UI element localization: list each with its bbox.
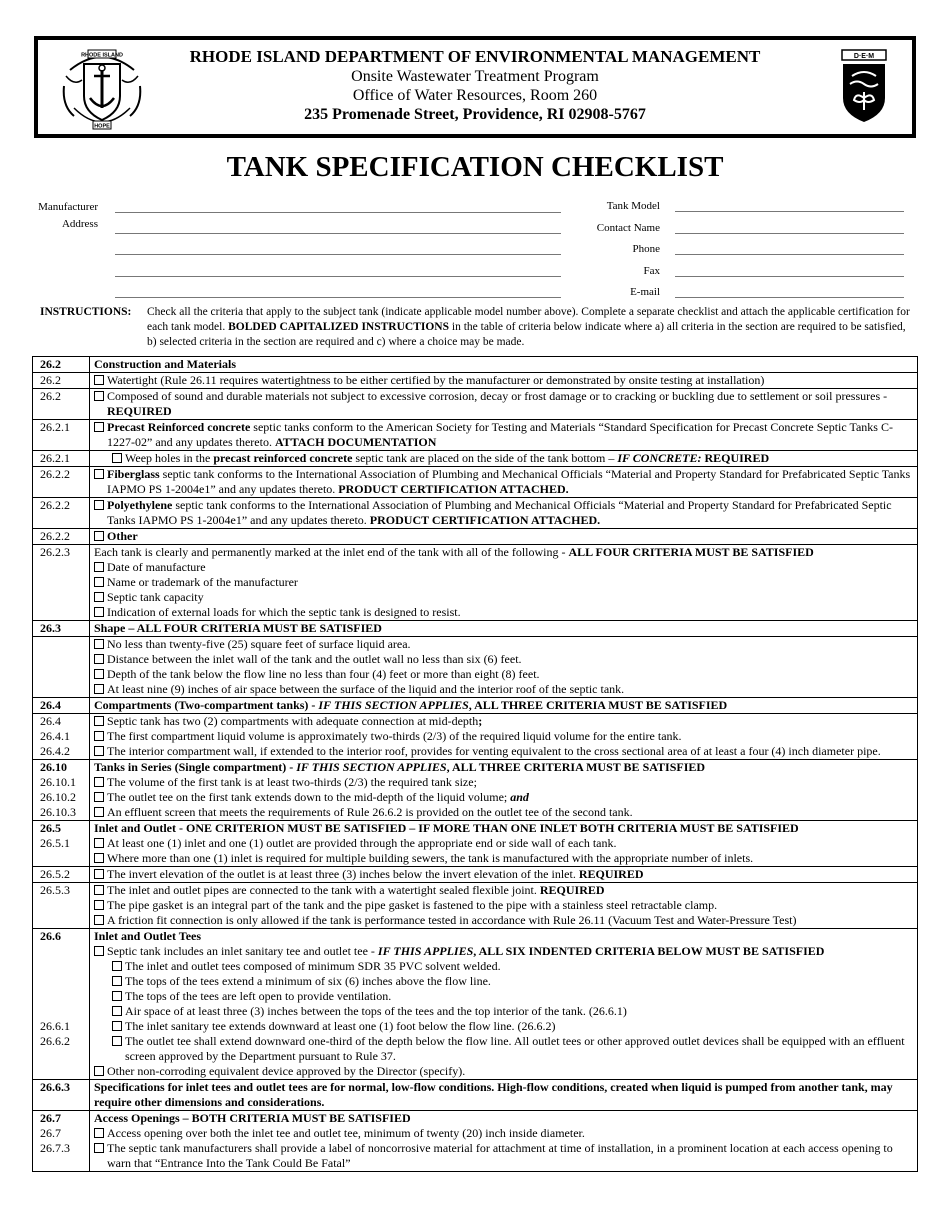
item-emphasis: precast reinforced concrete xyxy=(213,451,353,465)
rule-number: 26.2.2 xyxy=(33,498,90,529)
table-row xyxy=(33,714,918,760)
item-text: At least nine (9) inches of air space between the surface of the liquid and the interior roof of the septic tank. xyxy=(107,682,625,696)
checkbox[interactable] xyxy=(112,991,122,1001)
item-text: Watertight (Rule 26.11 requires watertightness to be either certified by the manufacturer or demonstrated by onsite testing at installation) xyxy=(107,373,765,387)
checklist-item xyxy=(94,682,913,697)
table-row xyxy=(33,621,918,637)
item-requirement: REQUIRED xyxy=(701,451,770,465)
section-requirement: , ALL THREE CRITERIA MUST BE SATISFIED xyxy=(446,760,706,774)
rule-number: 26.2.2 xyxy=(33,467,90,498)
item-text: Septic tank includes an inlet sanitary tee and outlet tee - xyxy=(107,944,378,958)
rule-number: 26.4.2 xyxy=(40,744,70,758)
checklist-item xyxy=(94,913,913,928)
section-number: 26.7 xyxy=(40,1111,61,1125)
dem-logo-text: D·E·M xyxy=(853,53,875,60)
table-row xyxy=(33,637,918,698)
checkbox[interactable] xyxy=(94,422,104,432)
item-text: Septic tank capacity xyxy=(107,590,204,604)
item-condition: IF THIS APPLIES xyxy=(377,944,474,958)
table-row xyxy=(33,821,918,867)
checklist-item xyxy=(94,729,913,744)
item-text: A friction fit connection is only allowed if the tank is performance tested in accordance with Rule 26.11 (Vacuum Test and Water-Pressure Test) xyxy=(107,913,797,927)
rule-number: 26.6.3 xyxy=(33,1080,90,1111)
email-field[interactable] xyxy=(675,297,904,298)
checkbox[interactable] xyxy=(94,1066,104,1076)
checkbox[interactable] xyxy=(94,669,104,679)
checklist-item xyxy=(94,605,913,620)
table-row xyxy=(33,529,918,545)
item-text: septic tank conforms to the International Association of Plumbing and Mechanical Officials “Material and Property Standard for Prefabricated Septic Tanks IAPMO PS 1-2004e1” and any updates thereto. xyxy=(107,467,911,496)
rule-number: 26.7.3 xyxy=(40,1141,70,1155)
instructions-label: INSTRUCTIONS: xyxy=(40,306,132,318)
item-text: The pipe gasket is an integral part of the tank and the pipe gasket is fastened to the pipe with a stainless steel retractable clamp. xyxy=(107,898,718,912)
table-row xyxy=(33,867,918,883)
item-text: Air space of at least three (3) inches between the tops of the tees and the top interior of the tank. (26.6.1) xyxy=(125,1004,627,1018)
instructions-text-cont: in the table of criteria below indicate where a) all criteria in the section are required to be satisfied, b) selected criteria in the section are required and c) where a choice may be made. xyxy=(147,321,906,348)
checkbox[interactable] xyxy=(94,592,104,602)
checklist-item xyxy=(94,529,913,544)
item-requirement: REQUIRED xyxy=(578,867,644,881)
rule-number: 26.5.1 xyxy=(40,836,70,850)
instructions-text: Check all the criteria that apply to the subject tank (indicate applicable model number above). Complete a separate checklist and attach the applicable certification for each tank model. xyxy=(147,306,910,333)
checklist-item xyxy=(94,1064,913,1079)
tank-model-label: Tank Model xyxy=(606,200,660,212)
table-row xyxy=(33,467,918,498)
section-number: 26.5 xyxy=(40,821,61,835)
page-title: TANK SPECIFICATION CHECKLIST xyxy=(226,151,724,183)
checkbox[interactable] xyxy=(94,731,104,741)
section-title: Shape – ALL FOUR CRITERIA MUST BE SATISFIED xyxy=(90,621,918,637)
checklist-item xyxy=(94,714,913,729)
table-row xyxy=(33,545,918,621)
checklist-item xyxy=(94,652,913,667)
checkbox[interactable] xyxy=(112,453,122,463)
section-condition: IF THIS SECTION APPLIES xyxy=(318,698,469,712)
checklist-item xyxy=(94,883,913,898)
contact-name-field[interactable] xyxy=(675,233,904,234)
checklist-item xyxy=(94,373,913,388)
item-emphasis: Polyethylene xyxy=(107,498,173,512)
item-text: Depth of the tank below the flow line no less than four (4) feet or more than eight (8) feet. xyxy=(107,667,540,681)
checkbox[interactable] xyxy=(112,1021,122,1031)
checklist-item xyxy=(94,775,913,790)
item-text: The invert elevation of the outlet is at least three (3) inches below the invert elevation of the inlet. xyxy=(107,867,579,881)
item-text: The tops of the tees are left open to provide ventilation. xyxy=(125,989,392,1003)
rule-number: 26.2 xyxy=(33,373,90,389)
checkbox[interactable] xyxy=(94,654,104,664)
checklist-item xyxy=(94,944,913,959)
address-field-line-1[interactable] xyxy=(115,233,561,234)
item-text: No less than twenty-five (25) square feet of surface liquid area. xyxy=(107,637,411,651)
address-field-line-2[interactable] xyxy=(115,254,561,255)
checklist-item xyxy=(94,667,913,682)
checklist-item xyxy=(94,805,913,820)
checkbox[interactable] xyxy=(94,639,104,649)
checkbox[interactable] xyxy=(112,1006,122,1016)
note-text: Specifications for inlet tees and outlet tees are for normal, low-flow conditions. High-flow conditions, created when liquid is pumped from another tank, may require other dimensions and considerations. xyxy=(90,1080,918,1111)
section-title: Inlet and Outlet Tees xyxy=(94,929,202,943)
program-name: Onsite Wastewater Treatment Program xyxy=(351,68,599,85)
letterhead xyxy=(34,36,916,138)
address-field-line-4[interactable] xyxy=(115,297,561,298)
checklist-item xyxy=(94,575,913,590)
section-title: Access Openings – BOTH CRITERIA MUST BE SATISFIED xyxy=(94,1111,411,1125)
checkbox[interactable] xyxy=(94,500,104,510)
item-text: The inlet and outlet pipes are connected to the tank with a watertight sealed flexible joint. xyxy=(107,883,540,897)
item-text: The outlet tee on the first tank extends down to the mid-depth of the liquid volume; xyxy=(107,790,511,804)
checkbox[interactable] xyxy=(94,716,104,726)
checkbox[interactable] xyxy=(94,869,104,879)
manufacturer-label: Manufacturer xyxy=(38,201,98,213)
table-row xyxy=(33,929,918,1080)
table-row xyxy=(33,389,918,420)
rule-number: 26.4.1 xyxy=(40,729,70,743)
item-text: Where more than one (1) inlet is required for multiple building sewers, the tank is manufactured with the appropriate number of inlets. xyxy=(107,851,754,865)
table-row xyxy=(33,1111,918,1172)
item-requirement: REQUIRED xyxy=(107,404,172,418)
checklist-item xyxy=(94,1034,913,1064)
office-name: Office of Water Resources, Room 260 xyxy=(352,87,598,104)
rule-number: 26.2.1 xyxy=(33,451,90,467)
instructions-body xyxy=(147,305,910,350)
item-punctuation: ; xyxy=(478,714,483,728)
checklist-item xyxy=(94,389,913,419)
rule-number: 26.10.3 xyxy=(40,805,76,819)
checkbox[interactable] xyxy=(112,976,122,986)
item-text: The tops of the tees extend a minimum of six (6) inches above the flow line. xyxy=(125,974,491,988)
section-requirement: , ALL THREE CRITERIA MUST BE SATISFIED xyxy=(468,698,728,712)
rule-number: 26.2.1 xyxy=(33,420,90,451)
checkbox[interactable] xyxy=(94,777,104,787)
checkbox[interactable] xyxy=(112,1036,122,1046)
table-row xyxy=(33,698,918,714)
rule-number: 26.6.2 xyxy=(40,1034,70,1048)
item-text: The first compartment liquid volume is approximately two-thirds (2/3) of the required liquid volume for the entire tank. xyxy=(107,729,682,743)
checkbox[interactable] xyxy=(94,900,104,910)
checklist-item xyxy=(94,467,913,497)
checklist-item xyxy=(94,1141,913,1171)
rule-number: 26.10.2 xyxy=(40,790,76,804)
checklist-item xyxy=(94,744,913,759)
checkbox[interactable] xyxy=(94,946,104,956)
address-field-line-3[interactable] xyxy=(115,276,561,277)
item-text: Access opening over both the inlet tee and outlet tee, minimum of twenty (20) inch inside diameter. xyxy=(107,1126,585,1140)
section-title-text: Compartments (Two-compartment tanks) - xyxy=(94,698,319,712)
instructions-bold-text: BOLDED CAPITALIZED INSTRUCTIONS xyxy=(228,321,450,333)
checklist-item xyxy=(94,451,913,466)
item-text: The septic tank manufacturers shall provide a label of noncorrosive material for attachment at time of installation, in a prominent location at each access opening to warn that “Entrance Into the Tank Could Be Fatal” xyxy=(107,1141,893,1170)
checkbox[interactable] xyxy=(94,792,104,802)
section-number: 26.3 xyxy=(33,621,90,637)
item-text: Septic tank has two (2) compartments with adequate connection at mid-depth xyxy=(107,714,479,728)
section-title: Construction and Materials xyxy=(90,357,918,373)
checkbox[interactable] xyxy=(94,469,104,479)
checkbox[interactable] xyxy=(94,607,104,617)
item-requirement: ATTACH DOCUMENTATION xyxy=(274,435,437,449)
tank-model-field[interactable] xyxy=(675,211,904,212)
rule-number: 26.2.3 xyxy=(33,545,90,621)
section-number: 26.6 xyxy=(40,929,61,943)
checklist-item xyxy=(94,836,913,851)
item-emphasis: Precast Reinforced concrete xyxy=(107,420,251,434)
item-text: Composed of sound and durable materials not subject to excessive corrosion, decay or frost damage or to cracking or buckling due to settlement or soil pressures - xyxy=(107,389,888,403)
item-text-cont: septic tank are placed on the side of the tank bottom – xyxy=(352,451,618,465)
item-text: Distance between the inlet wall of the tank and the outlet wall no less than six (6) feet. xyxy=(107,652,522,666)
checklist-item xyxy=(94,851,913,866)
item-emphasis: Other xyxy=(107,529,138,543)
table-row xyxy=(33,451,918,467)
item-text: septic tank conforms to the International Association of Plumbing and Mechanical Officials “Material and Property Standard for Prefabricated Septic Tanks IAPMO PS 1-2004e1” and any updates thereto. xyxy=(107,498,892,527)
checkbox[interactable] xyxy=(94,853,104,863)
item-emphasis: Fiberglass xyxy=(107,467,160,481)
contact-name-label: Contact Name xyxy=(596,222,660,234)
letterhead-text xyxy=(168,47,782,125)
address-label: Address xyxy=(61,218,98,230)
office-address: 235 Promenade Street, Providence, RI 02908-5767 xyxy=(304,106,646,123)
agency-name: RHODE ISLAND DEPARTMENT OF ENVIRONMENTAL MANAGEMENT xyxy=(189,47,761,66)
rule-number: 26.4 xyxy=(40,714,61,728)
fax-label: Fax xyxy=(643,265,660,277)
checkbox[interactable] xyxy=(94,746,104,756)
section-title xyxy=(94,760,913,775)
section-number: 26.4 xyxy=(33,698,90,714)
item-text: At least one (1) inlet and one (1) outlet are provided through the appropriate end or side wall of each tank. xyxy=(107,836,617,850)
dem-logo-icon xyxy=(840,48,888,124)
seal-bottom-text: HOPE xyxy=(94,123,110,130)
checkbox[interactable] xyxy=(94,1128,104,1138)
section-title: Inlet and Outlet - ONE CRITERION MUST BE SATISFIED – IF MORE THAN ONE INLET BOTH CRITERIA MUST BE SATISFIED xyxy=(94,821,799,835)
checkbox[interactable] xyxy=(94,915,104,925)
phone-field[interactable] xyxy=(675,254,904,255)
checkbox[interactable] xyxy=(94,531,104,541)
item-heading xyxy=(94,545,913,560)
checklist-item xyxy=(94,959,913,974)
checklist-item xyxy=(94,637,913,652)
phone-label: Phone xyxy=(632,243,660,255)
seal-top-text: RHODE ISLAND xyxy=(81,52,123,59)
item-text: Indication of external loads for which the septic tank is designed to resist. xyxy=(107,605,461,619)
item-text: An effluent screen that meets the requirements of Rule 26.6.2 is provided on the outlet tee of the second tank. xyxy=(107,805,633,819)
checkbox[interactable] xyxy=(94,1143,104,1153)
item-text: The inlet and outlet tees composed of minimum SDR 35 PVC solvent welded. xyxy=(125,959,501,973)
table-row xyxy=(33,1080,918,1111)
checkbox[interactable] xyxy=(94,391,104,401)
rule-number: 26.5.2 xyxy=(33,867,90,883)
table-row xyxy=(33,357,918,373)
checklist-item xyxy=(94,898,913,913)
section-title xyxy=(90,698,918,714)
checkbox[interactable] xyxy=(94,375,104,385)
checklist-item xyxy=(94,498,913,528)
checklist-item xyxy=(94,790,913,805)
table-row xyxy=(33,420,918,451)
checkbox[interactable] xyxy=(94,684,104,694)
section-title-text: Tanks in Series (Single compartment) - xyxy=(94,760,297,774)
item-text: septic tanks conform to the American Society for Testing and Materials “Standard Specification for Precast Concrete Septic Tanks C-1227-02” and any updates thereto. xyxy=(107,420,893,449)
checklist-item xyxy=(94,1004,913,1019)
item-text: Weep holes in the xyxy=(125,451,214,465)
fax-field[interactable] xyxy=(675,276,904,277)
item-requirement: PRODUCT CERTIFICATION ATTACHED. xyxy=(369,513,601,527)
section-condition: IF THIS SECTION APPLIES xyxy=(296,760,447,774)
checklist-item xyxy=(94,590,913,605)
rhode-island-seal-icon xyxy=(60,46,144,132)
checklist-item xyxy=(94,989,913,1004)
item-text: The outlet tee shall extend downward one-third of the depth below the flow line. All outlet tees or other approved outlet devices shall be equipped with an effluent screen approved by the Department pursuant to Rule 37. xyxy=(125,1034,905,1063)
item-text: Date of manufacture xyxy=(107,560,206,574)
item-conjunction: and xyxy=(510,790,529,804)
item-requirement: PRODUCT CERTIFICATION ATTACHED. xyxy=(338,482,569,496)
item-requirement: REQUIRED xyxy=(539,883,605,897)
rule-number: 26.6.1 xyxy=(40,1019,70,1033)
item-text: Other non-corroding equivalent device approved by the Director (specify). xyxy=(107,1064,466,1078)
manufacturer-field[interactable] xyxy=(115,212,561,213)
item-condition: IF CONCRETE: xyxy=(617,451,702,465)
checklist-item xyxy=(94,867,913,882)
item-requirement: , ALL SIX INDENTED CRITERIA BELOW MUST BE SATISFIED xyxy=(473,944,825,958)
checkbox[interactable] xyxy=(94,577,104,587)
checklist-item xyxy=(94,420,913,450)
checklist-item xyxy=(94,1126,913,1141)
rule-number: 26.2 xyxy=(33,389,90,420)
item-text: The interior compartment wall, if extended to the interior roof, provides for venting equivalent to the cross sectional area of at least a four (4) inch diameter pipe. xyxy=(107,744,881,758)
section-number: 26.2 xyxy=(33,357,90,373)
checkbox[interactable] xyxy=(94,838,104,848)
checkbox[interactable] xyxy=(94,807,104,817)
email-label: E-mail xyxy=(630,286,660,298)
table-row xyxy=(33,498,918,529)
section-number: 26.10 xyxy=(40,760,67,774)
table-row xyxy=(33,760,918,821)
checklist-item xyxy=(94,560,913,575)
instructions xyxy=(40,305,910,350)
checkbox[interactable] xyxy=(94,885,104,895)
checkbox[interactable] xyxy=(112,961,122,971)
checklist-item xyxy=(94,1019,913,1034)
checkbox[interactable] xyxy=(94,562,104,572)
table-row xyxy=(33,883,918,929)
rule-number: 26.5.3 xyxy=(33,883,90,929)
item-requirement: ALL FOUR CRITERIA MUST BE SATISFIED xyxy=(568,545,814,559)
criteria-table xyxy=(32,356,918,1172)
table-row xyxy=(33,373,918,389)
rule-number: 26.2.2 xyxy=(33,529,90,545)
checklist-item xyxy=(94,974,913,989)
item-text: Name or trademark of the manufacturer xyxy=(107,575,298,589)
item-text: The volume of the first tank is at least two-thirds (2/3) the required tank size; xyxy=(107,775,477,789)
item-text: The inlet sanitary tee extends downward at least one (1) foot below the flow line. (26.6.2) xyxy=(125,1019,556,1033)
item-text: Each tank is clearly and permanently marked at the inlet end of the tank with all of the following - xyxy=(94,545,569,559)
rule-number: 26.7 xyxy=(40,1126,61,1140)
rule-number: 26.10.1 xyxy=(40,775,76,789)
